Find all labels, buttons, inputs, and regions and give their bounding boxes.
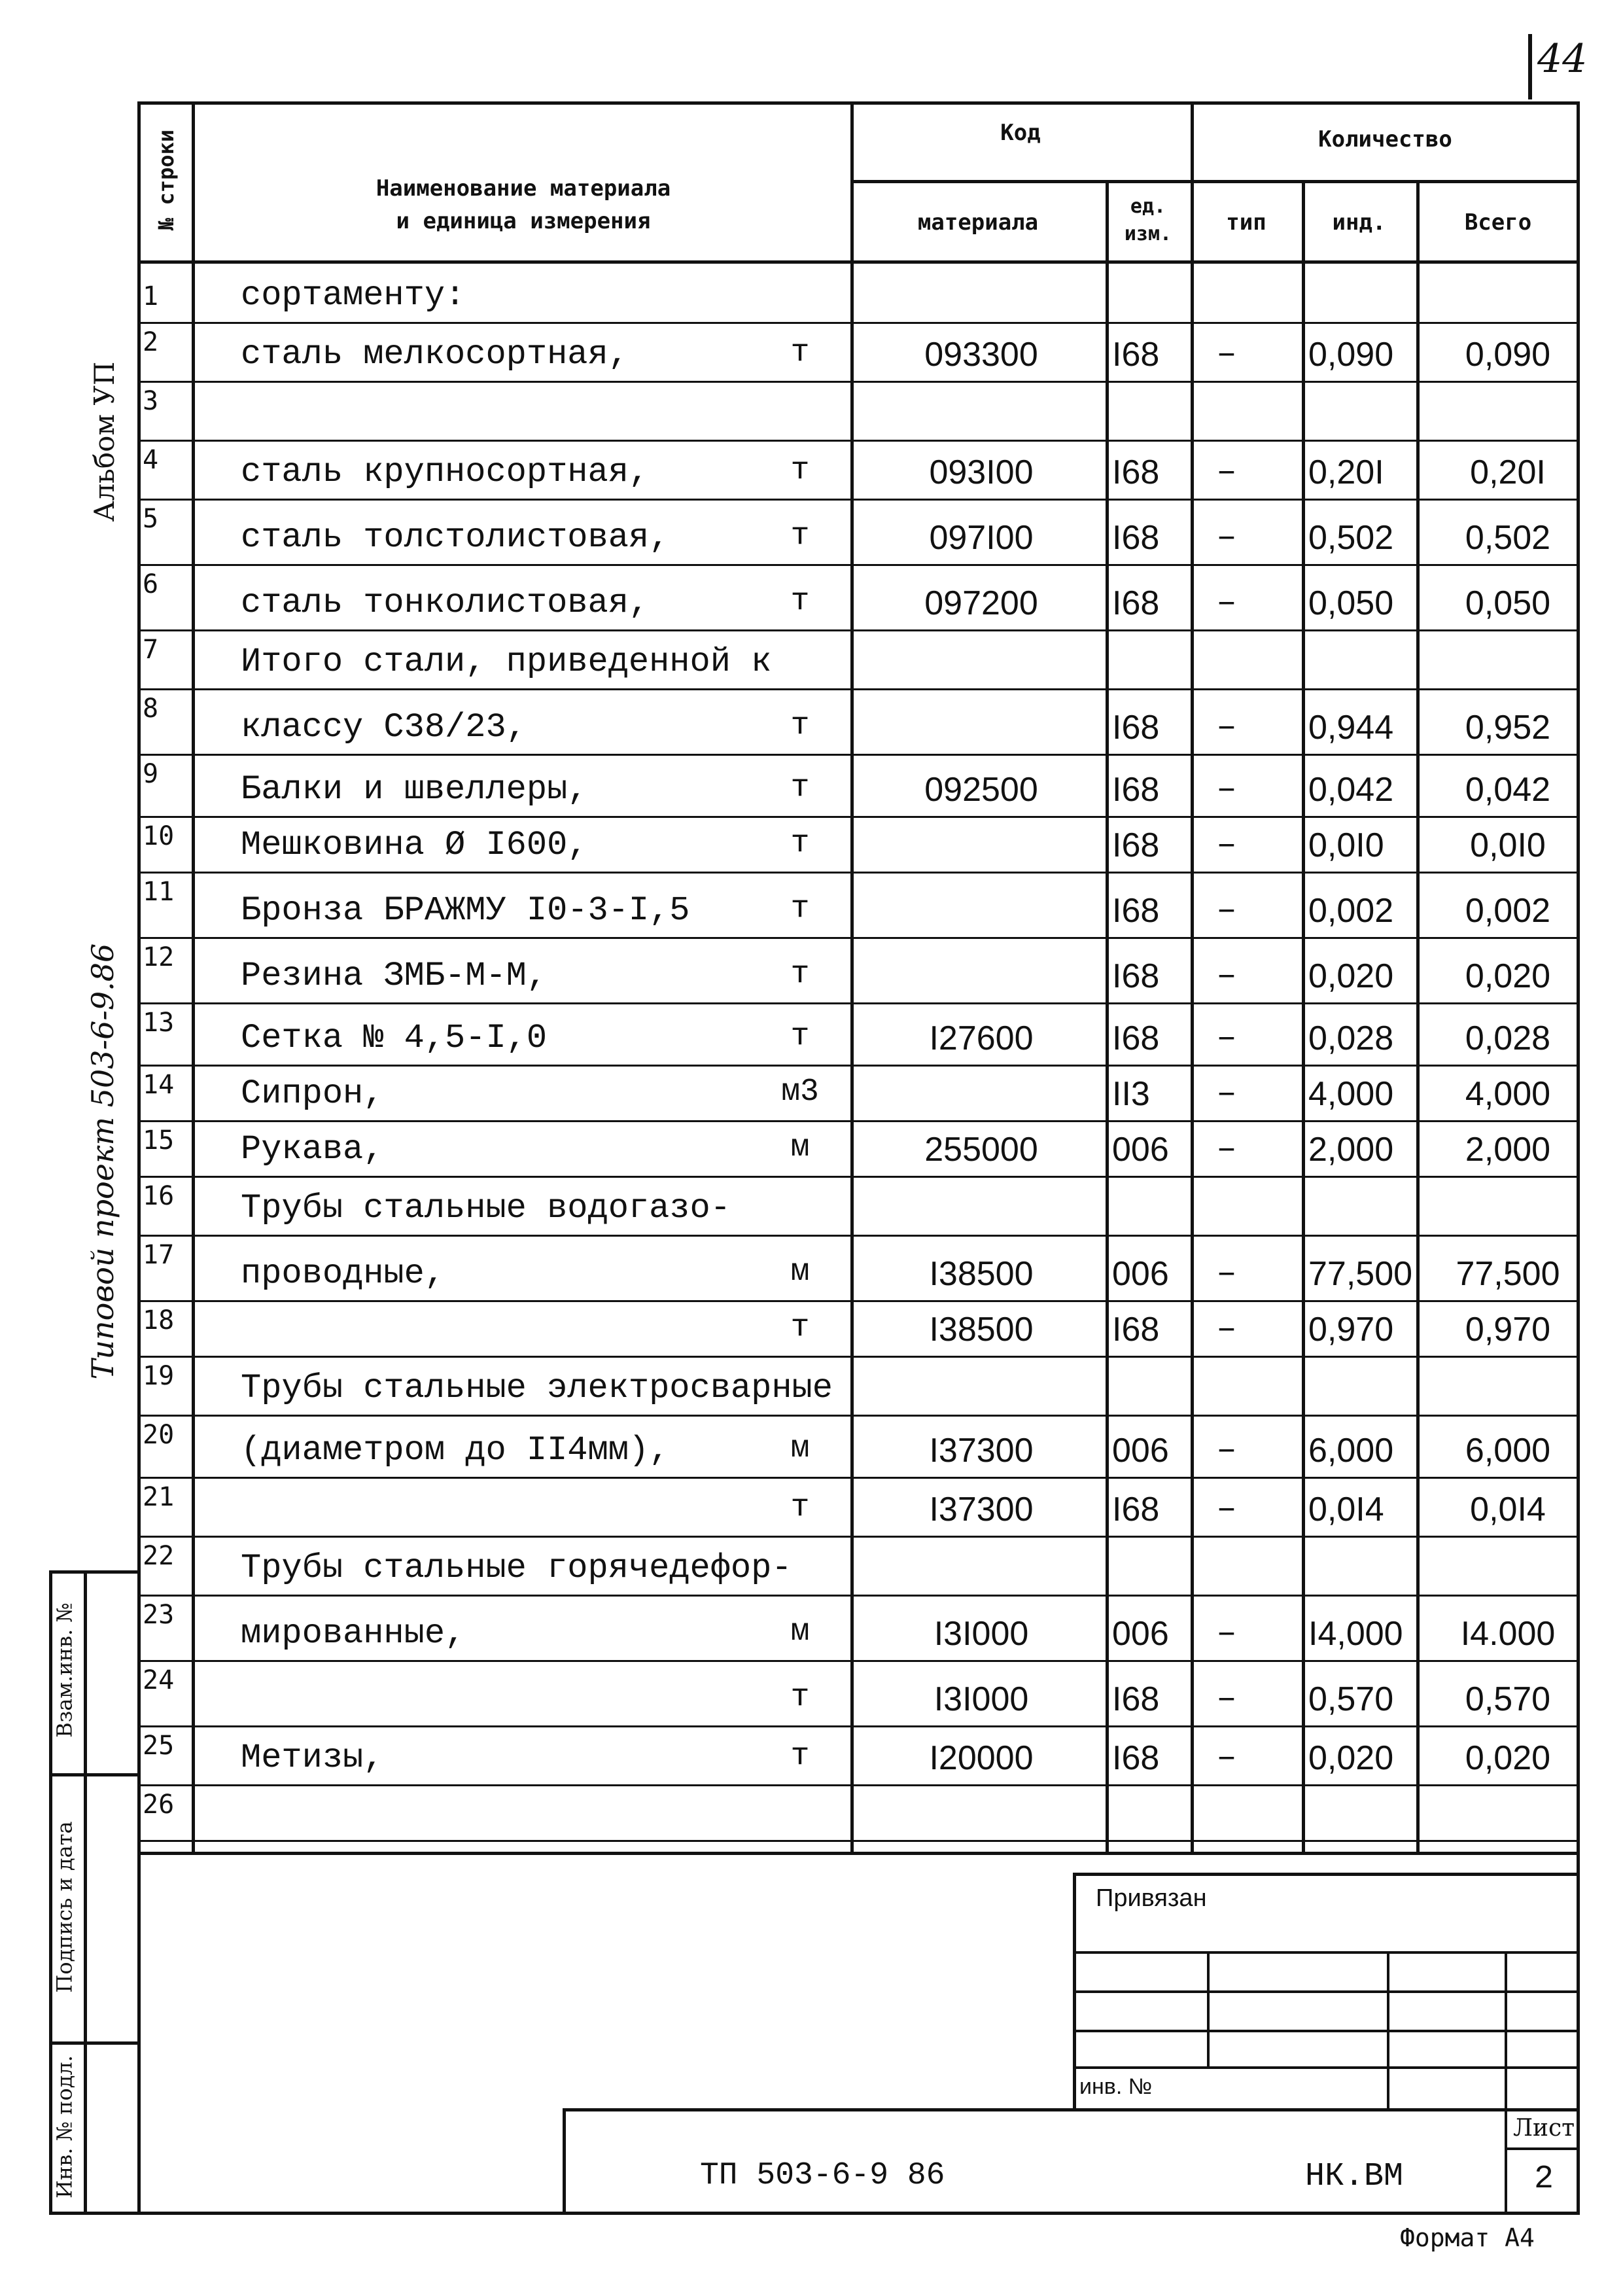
row-number: 7 bbox=[143, 635, 159, 665]
unit-code: I68 bbox=[1112, 709, 1160, 747]
unit-of-measure: т bbox=[790, 1680, 810, 1715]
unit-of-measure: м3 bbox=[781, 1074, 819, 1110]
row-number: 19 bbox=[143, 1361, 175, 1391]
side-box-top bbox=[49, 1570, 141, 1574]
qty-type: – bbox=[1216, 335, 1237, 374]
qty-total: 0,20I bbox=[1470, 453, 1546, 491]
material-code: 097200 bbox=[924, 584, 1038, 622]
qty-individual: 0,570 bbox=[1308, 1680, 1394, 1718]
unit-of-measure: т bbox=[790, 957, 810, 992]
col-line-num bbox=[192, 101, 195, 1855]
unit-of-measure: т bbox=[790, 518, 810, 554]
qty-individual: 0,970 bbox=[1308, 1311, 1394, 1349]
qty-total: 0,002 bbox=[1465, 892, 1551, 930]
unit-of-measure: т bbox=[790, 1310, 810, 1345]
material-name: сталь толстолистовая, bbox=[241, 518, 670, 557]
unit-code: I68 bbox=[1112, 1739, 1160, 1777]
unit-of-measure: м bbox=[790, 1431, 810, 1466]
col-line-ed bbox=[1191, 101, 1194, 1855]
qty-total: 2,000 bbox=[1465, 1131, 1551, 1169]
row-number: 15 bbox=[143, 1125, 175, 1156]
row-separator bbox=[137, 1595, 1580, 1597]
row-separator bbox=[137, 1784, 1580, 1786]
row-number: 5 bbox=[143, 504, 159, 534]
header-row-num: № строки bbox=[154, 129, 179, 231]
row-number: 9 bbox=[143, 759, 159, 789]
qty-type: – bbox=[1216, 1310, 1237, 1349]
row-separator bbox=[137, 499, 1580, 501]
inv-no-label: инв. № bbox=[1079, 2074, 1153, 2099]
unit-code: I68 bbox=[1112, 1311, 1160, 1349]
row-separator bbox=[137, 1356, 1580, 1358]
qty-type: – bbox=[1216, 957, 1237, 995]
unit-of-measure: т bbox=[790, 1739, 810, 1774]
unit-code: I68 bbox=[1112, 1680, 1160, 1718]
row-number: 6 bbox=[143, 569, 159, 599]
row-number: 25 bbox=[143, 1731, 175, 1761]
qty-individual: 0,050 bbox=[1308, 584, 1394, 622]
material-name: Резина ЗМБ-М-М, bbox=[241, 957, 548, 995]
table-bottom-line bbox=[137, 1852, 1580, 1855]
row-number: 21 bbox=[143, 1482, 175, 1512]
header-name-line1: Наименование материала bbox=[375, 175, 671, 202]
privyazan-label: Привязан bbox=[1096, 1884, 1207, 1912]
row-separator bbox=[137, 564, 1580, 566]
material-name: Рукава, bbox=[241, 1130, 384, 1169]
material-name: Бронза БРАЖМУ I0-3-I,5 bbox=[241, 891, 690, 930]
unit-of-measure: т bbox=[790, 708, 810, 743]
row-separator bbox=[137, 1840, 1580, 1842]
qty-individual: 0,042 bbox=[1308, 771, 1394, 809]
qty-type: – bbox=[1216, 1254, 1237, 1293]
row-separator bbox=[137, 1477, 1580, 1479]
qty-individual: 0,020 bbox=[1308, 957, 1394, 995]
stamp-grid-h1 bbox=[1073, 1951, 1580, 1954]
qty-total: 77,500 bbox=[1456, 1255, 1560, 1293]
material-code: I20000 bbox=[929, 1739, 1034, 1777]
qty-individual: 0,0I0 bbox=[1308, 826, 1384, 864]
stamp-grid-v3 bbox=[1505, 1951, 1507, 2213]
qty-type: – bbox=[1216, 826, 1237, 864]
qty-total: 0,020 bbox=[1465, 957, 1551, 995]
material-name: мированные, bbox=[241, 1614, 466, 1653]
row-separator bbox=[137, 937, 1580, 939]
unit-code: I68 bbox=[1112, 957, 1160, 995]
qty-individual: 77,500 bbox=[1308, 1255, 1413, 1293]
page-number-mark bbox=[1528, 34, 1532, 99]
material-code: I37300 bbox=[929, 1491, 1034, 1528]
qty-individual: 0,502 bbox=[1308, 519, 1394, 557]
qty-type: – bbox=[1216, 770, 1237, 809]
row-separator bbox=[137, 1415, 1580, 1417]
qty-total: 0,970 bbox=[1465, 1311, 1551, 1349]
unit-code: 006 bbox=[1112, 1432, 1169, 1470]
qty-type: – bbox=[1216, 1739, 1237, 1777]
material-name: Мешковина Ø I600, bbox=[241, 826, 588, 864]
col-line-name bbox=[850, 101, 854, 1855]
side-box-mid bbox=[84, 1570, 87, 2215]
unit-code: I68 bbox=[1112, 1491, 1160, 1528]
frame-bottom bbox=[49, 2212, 1580, 2215]
row-separator bbox=[137, 1300, 1580, 1302]
qty-individual: I4,000 bbox=[1308, 1615, 1403, 1653]
header-type: тип bbox=[1226, 209, 1266, 236]
row-number: 24 bbox=[143, 1665, 175, 1695]
qty-individual: 0,20I bbox=[1308, 453, 1384, 491]
qty-type: – bbox=[1216, 1019, 1237, 1057]
qty-type: – bbox=[1216, 891, 1237, 930]
album-label: Альбом УП bbox=[88, 361, 120, 522]
header-unit-line2: изм. bbox=[1124, 222, 1172, 245]
header-quantity: Количество bbox=[1318, 126, 1452, 152]
row-number: 1 bbox=[143, 281, 159, 311]
col-line-code bbox=[1106, 180, 1109, 1855]
unit-of-measure: т bbox=[790, 335, 810, 370]
qty-type: – bbox=[1216, 1074, 1237, 1113]
qty-total: 0,090 bbox=[1465, 336, 1551, 374]
row-separator bbox=[137, 440, 1580, 442]
row-separator bbox=[137, 1660, 1580, 1662]
material-name: Трубы стальные водогазо- bbox=[241, 1189, 731, 1227]
document-code: НК.ВМ bbox=[1305, 2158, 1404, 2195]
qty-total: 0,020 bbox=[1465, 1739, 1551, 1777]
col-line-tip bbox=[1302, 180, 1305, 1855]
qty-total: 4,000 bbox=[1465, 1075, 1551, 1113]
unit-code: I68 bbox=[1112, 584, 1160, 622]
unit-code: I68 bbox=[1112, 519, 1160, 557]
unit-of-measure: т bbox=[790, 1019, 810, 1054]
qty-total: 0,0I0 bbox=[1470, 826, 1546, 864]
row-number: 10 bbox=[143, 821, 175, 851]
row-separator bbox=[137, 1065, 1580, 1067]
qty-total: 0,028 bbox=[1465, 1019, 1551, 1057]
podpis-label: Подпись и дата bbox=[52, 1821, 77, 1993]
stamp-grid-h4 bbox=[1073, 2066, 1580, 2069]
qty-individual: 2,000 bbox=[1308, 1131, 1394, 1169]
title-block-top bbox=[563, 2108, 1580, 2111]
material-code: 093300 bbox=[924, 336, 1038, 374]
material-name: сортаменту: bbox=[241, 276, 466, 315]
page-number: 44 bbox=[1537, 36, 1588, 82]
row-number: 3 bbox=[143, 386, 159, 416]
header-material: материала bbox=[917, 209, 1039, 236]
row-separator bbox=[137, 1536, 1580, 1538]
qty-type: – bbox=[1216, 708, 1237, 747]
qty-total: 0,042 bbox=[1465, 771, 1551, 809]
unit-code: I68 bbox=[1112, 771, 1160, 809]
qty-total: 0,952 bbox=[1465, 709, 1551, 747]
row-separator bbox=[137, 872, 1580, 874]
unit-code: I68 bbox=[1112, 1019, 1160, 1057]
row-number: 13 bbox=[143, 1008, 175, 1038]
header-mid-line bbox=[850, 180, 1580, 183]
row-number: 23 bbox=[143, 1600, 175, 1630]
unit-code: 006 bbox=[1112, 1131, 1169, 1169]
frame-right bbox=[1577, 101, 1580, 2215]
material-code: I38500 bbox=[929, 1255, 1034, 1293]
unit-code: 006 bbox=[1112, 1255, 1169, 1293]
material-name: Сипрон, bbox=[241, 1074, 384, 1113]
qty-total: 6,000 bbox=[1465, 1432, 1551, 1470]
qty-type: – bbox=[1216, 1130, 1237, 1169]
qty-total: 0,502 bbox=[1465, 519, 1551, 557]
row-separator bbox=[137, 1002, 1580, 1004]
material-code: I38500 bbox=[929, 1311, 1034, 1349]
qty-type: – bbox=[1216, 1680, 1237, 1718]
qty-type: – bbox=[1216, 584, 1237, 622]
material-code: I3I000 bbox=[934, 1680, 1029, 1718]
unit-code: I68 bbox=[1112, 826, 1160, 864]
qty-type: – bbox=[1216, 518, 1237, 557]
unit-of-measure: т bbox=[790, 1490, 810, 1525]
unit-of-measure: м bbox=[790, 1130, 810, 1165]
header-total: Всего bbox=[1464, 209, 1532, 236]
col-line-ind bbox=[1416, 180, 1420, 1855]
header-name-line2: и единица измерения bbox=[396, 208, 651, 234]
stamp-grid-h2 bbox=[1073, 1990, 1580, 1993]
material-name: сталь мелкосортная, bbox=[241, 335, 629, 374]
row-number: 20 bbox=[143, 1420, 175, 1450]
material-name: Балки и швеллеры, bbox=[241, 770, 588, 809]
row-number: 22 bbox=[143, 1541, 175, 1571]
material-name: проводные, bbox=[241, 1254, 445, 1293]
row-number: 12 bbox=[143, 942, 175, 972]
material-name: Метизы, bbox=[241, 1739, 384, 1777]
header-code: Код bbox=[1000, 120, 1041, 146]
material-name: Сетка № 4,5-I,0 bbox=[241, 1019, 548, 1057]
material-name: (диаметром до II4мм), bbox=[241, 1431, 670, 1470]
qty-individual: 4,000 bbox=[1308, 1075, 1394, 1113]
unit-of-measure: т bbox=[790, 891, 810, 927]
material-name: Трубы стальные горячедефор- bbox=[241, 1549, 792, 1587]
material-code: 092500 bbox=[924, 771, 1038, 809]
stamp-grid-v2 bbox=[1387, 1951, 1389, 2108]
material-name: сталь крупносортная, bbox=[241, 453, 650, 491]
material-name: Трубы стальные электросварные bbox=[241, 1369, 833, 1407]
unit-of-measure: т bbox=[790, 453, 810, 488]
header-bottom-line bbox=[137, 260, 1580, 264]
sheet-label-line bbox=[1505, 2147, 1580, 2150]
material-code: 093I00 bbox=[929, 453, 1034, 491]
row-separator bbox=[137, 688, 1580, 690]
row-number: 16 bbox=[143, 1181, 175, 1211]
qty-total: 0,0I4 bbox=[1470, 1491, 1546, 1528]
stamp-grid-v1 bbox=[1207, 1951, 1210, 2069]
qty-individual: 0,020 bbox=[1308, 1739, 1394, 1777]
material-code: I37300 bbox=[929, 1432, 1034, 1470]
designation: ТП 503-6-9 86 bbox=[700, 2158, 945, 2193]
qty-total: I4.000 bbox=[1460, 1615, 1556, 1653]
frame-left bbox=[137, 101, 141, 2215]
unit-code: I68 bbox=[1112, 336, 1160, 374]
row-separator bbox=[137, 322, 1580, 324]
unit-of-measure: м bbox=[790, 1614, 810, 1650]
side-box-line1 bbox=[49, 1773, 141, 1776]
row-separator bbox=[137, 1725, 1580, 1727]
row-number: 4 bbox=[143, 445, 159, 475]
qty-individual: 0,028 bbox=[1308, 1019, 1394, 1057]
row-separator bbox=[137, 381, 1580, 383]
row-number: 11 bbox=[143, 877, 175, 907]
frame-top bbox=[137, 101, 1580, 105]
format-label: Формат А4 bbox=[1400, 2223, 1535, 2252]
sheet-label: Лист bbox=[1512, 2115, 1575, 2142]
row-separator bbox=[137, 754, 1580, 756]
row-number: 14 bbox=[143, 1070, 175, 1100]
row-number: 8 bbox=[143, 694, 159, 724]
row-separator bbox=[137, 629, 1580, 631]
qty-total: 0,570 bbox=[1465, 1680, 1551, 1718]
qty-individual: 0,002 bbox=[1308, 892, 1394, 930]
row-number: 17 bbox=[143, 1240, 175, 1270]
unit-code: 006 bbox=[1112, 1615, 1169, 1653]
row-number: 26 bbox=[143, 1790, 175, 1820]
qty-type: – bbox=[1216, 453, 1237, 491]
project-label: Типовой проект 503-6-9.86 bbox=[85, 943, 120, 1380]
qty-individual: 0,090 bbox=[1308, 336, 1394, 374]
title-block-left bbox=[563, 2108, 566, 2213]
qty-type: – bbox=[1216, 1431, 1237, 1470]
sheet-number: 2 bbox=[1533, 2161, 1554, 2198]
unit-of-measure: т bbox=[790, 584, 810, 619]
header-ind: инд. bbox=[1332, 209, 1386, 236]
inv-podl-label: Инв. № подл. bbox=[52, 2055, 77, 2199]
unit-of-measure: т bbox=[790, 770, 810, 805]
material-code: I3I000 bbox=[934, 1615, 1029, 1653]
material-code: I27600 bbox=[929, 1019, 1034, 1057]
unit-code: I68 bbox=[1112, 453, 1160, 491]
vzam-label: Взам.инв. № bbox=[52, 1602, 77, 1738]
qty-type: – bbox=[1216, 1490, 1237, 1528]
stamp-grid-h3 bbox=[1073, 2030, 1580, 2032]
qty-individual: 6,000 bbox=[1308, 1432, 1394, 1470]
row-separator bbox=[137, 1120, 1580, 1122]
unit-of-measure: м bbox=[790, 1254, 810, 1290]
material-name: классу С38/23, bbox=[241, 708, 527, 747]
material-name: сталь тонколистовая, bbox=[241, 584, 650, 622]
material-code: 097I00 bbox=[929, 519, 1034, 557]
header-unit-line1: ед. bbox=[1130, 195, 1166, 218]
material-code: 255000 bbox=[924, 1131, 1038, 1169]
row-separator bbox=[137, 816, 1580, 818]
row-number: 18 bbox=[143, 1305, 175, 1335]
material-name: Итого стали, приведенной к bbox=[241, 643, 772, 681]
row-separator bbox=[137, 1235, 1580, 1237]
row-separator bbox=[137, 1176, 1580, 1178]
qty-individual: 0,944 bbox=[1308, 709, 1394, 747]
stamp-top bbox=[1073, 1873, 1580, 1876]
qty-type: – bbox=[1216, 1614, 1237, 1653]
unit-code: I68 bbox=[1112, 892, 1160, 930]
qty-individual: 0,0I4 bbox=[1308, 1491, 1384, 1528]
unit-of-measure: т bbox=[790, 826, 810, 861]
unit-code: II3 bbox=[1112, 1075, 1150, 1113]
qty-total: 0,050 bbox=[1465, 584, 1551, 622]
row-number: 2 bbox=[143, 327, 159, 357]
